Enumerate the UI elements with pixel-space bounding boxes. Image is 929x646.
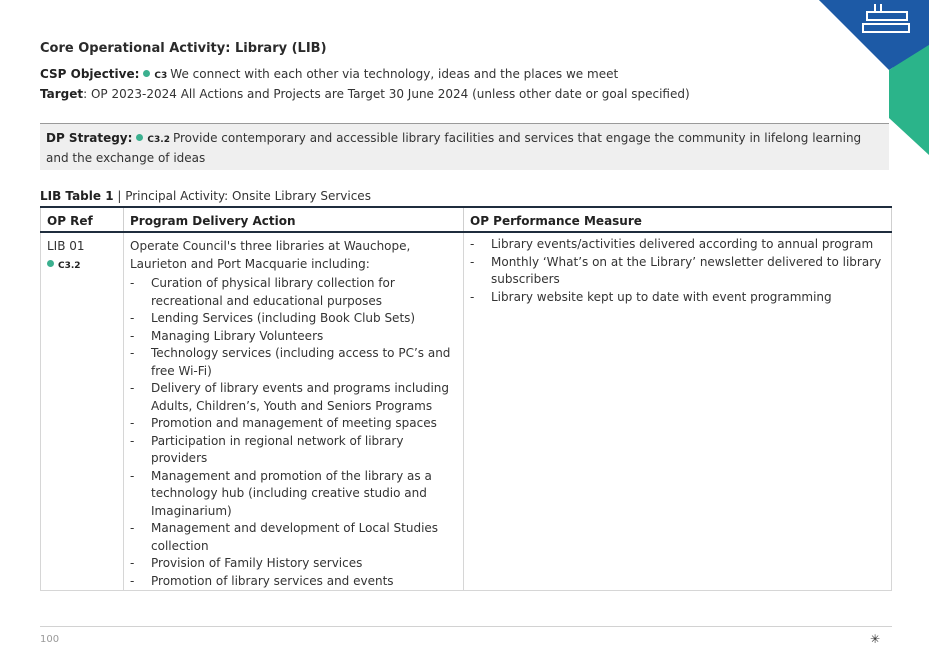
list-item: - Participation in regional network of library providers xyxy=(130,433,457,468)
op-ref-code-wrap xyxy=(47,256,117,276)
list-item: - Provision of Family History services xyxy=(130,555,457,573)
strategy-code: C3.2 xyxy=(147,135,170,145)
table-caption xyxy=(40,189,371,203)
table-caption-subtitle: | Principal Activity: Onsite Library Services xyxy=(113,189,371,203)
list-item: - Management and promotion of the library as a technology hub (including creative studio and Imaginarium) xyxy=(130,468,457,521)
strategy-text: Provide contemporary and accessible library facilities and services that engage the community in lifelong learning and the exchange of ideas xyxy=(46,131,862,165)
list-item: - Managing Library Volunteers xyxy=(130,328,457,346)
table-row xyxy=(41,232,892,591)
table-header-row xyxy=(41,207,892,232)
page-title: Core Operational Activity: Library (LIB) xyxy=(40,41,327,56)
action-cell xyxy=(124,232,464,591)
list-item: - Curation of physical library collection for recreational and educational purposes xyxy=(130,275,457,310)
target-text: : OP 2023-2024 All Actions and Projects are Target 30 June 2024 (unless other date or goal specified) xyxy=(83,87,690,101)
csp-code: C3 xyxy=(154,71,168,81)
dp-strategy-box xyxy=(40,123,889,170)
list-item: - Promotion of library services and events xyxy=(130,573,457,591)
action-list xyxy=(130,275,457,590)
list-item: - Promotion and management of meeting spaces xyxy=(130,415,457,433)
list-item: - Management and development of Local Studies collection xyxy=(130,520,457,555)
list-item: - Delivery of library events and programs including Adults, Children’s, Youth and Seniors Programs xyxy=(130,380,457,415)
list-item: - Library events/activities delivered according to annual program xyxy=(470,236,885,254)
csp-label: CSP Objective: xyxy=(40,67,140,81)
target-label: Target xyxy=(40,87,84,101)
objective-dot-icon xyxy=(143,70,150,77)
header-program-delivery-action: Program Delivery Action xyxy=(124,207,464,232)
measure-cell xyxy=(464,232,892,591)
op-ref-code: C3.2 xyxy=(58,260,81,271)
op-ref-cell xyxy=(41,232,124,591)
list-item: - Library website kept up to date with event programming xyxy=(470,289,885,307)
csp-objective xyxy=(40,67,618,81)
target-line xyxy=(40,87,690,101)
table-caption-title: LIB Table 1 xyxy=(40,189,114,203)
list-item: - Monthly ‘What’s on at the Library’ newsletter delivered to library subscribers xyxy=(470,254,885,289)
asterisk-icon: ✳ xyxy=(870,632,881,646)
header-op-performance-measure: OP Performance Measure xyxy=(464,207,892,232)
measure-list xyxy=(470,236,885,306)
ref-dot-icon xyxy=(47,260,54,267)
list-item: - Technology services (including access to PC’s and free Wi-Fi) xyxy=(130,345,457,380)
lib-table xyxy=(40,206,892,591)
footer-divider xyxy=(40,626,892,627)
action-intro: Operate Council's three libraries at Wauchope, Laurieton and Port Macquarie including: xyxy=(130,239,411,271)
strategy-label: DP Strategy: xyxy=(46,131,133,145)
strategy-dot-icon xyxy=(136,134,143,141)
op-ref: LIB 01 xyxy=(47,239,85,253)
header-op-ref: OP Ref xyxy=(41,207,124,232)
page-number: 100 xyxy=(40,634,60,645)
csp-text: We connect with each other via technology, ideas and the places we meet xyxy=(170,67,619,81)
list-item: - Lending Services (including Book Club Sets) xyxy=(130,310,457,328)
